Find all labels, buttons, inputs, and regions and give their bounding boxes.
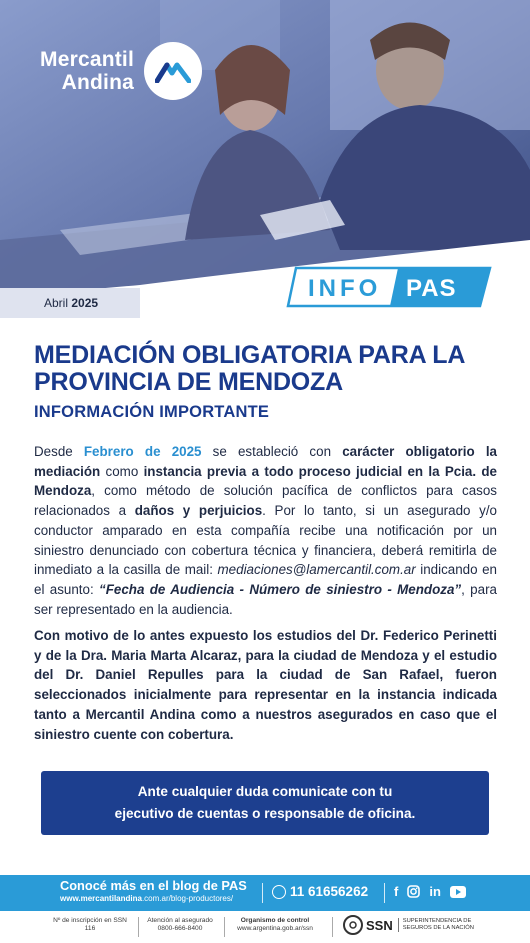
page-subtitle: INFORMACIÓN IMPORTANTE [34, 403, 270, 421]
attention-phone: 0800-666-8400 [157, 925, 203, 932]
cta-line1: Ante cualquier duda comunicate con tu [137, 784, 393, 799]
ssn-reg-label: Nº de inscripción en SSN [53, 917, 127, 924]
customer-attention [140, 917, 220, 933]
control-label: Organismo de control [240, 917, 310, 924]
p1-text: como [100, 463, 144, 479]
p1-subject-format: “Fecha de Audiencia - Número de siniestro - Mendoza” [99, 581, 462, 597]
brand-name [40, 48, 134, 94]
lawyers-paragraph: Con motivo de lo antes expuesto los estudios del Dr. Federico Perinetti y de la Dra. Maria Marta Alcaraz, para la ciudad de Mendoza y el estudio del Dr. Daniel Repulles para la ciudad de San Rafael, fueron seleccionados inicialmente para representar en la instancia indicada tanto a Mercantil Andina como a nuestros asegurados en caso que el siniestro cuente con cobertura. [34, 628, 497, 742]
whatsapp-contact[interactable] [272, 884, 368, 899]
badge-info-text: INFO [308, 275, 382, 302]
legal-strip [0, 911, 530, 943]
blog-url[interactable] [60, 894, 233, 903]
p1-text: , para ser representado en la audiencia. [34, 581, 497, 617]
date-month: Abril [44, 296, 69, 310]
page-title: MEDIACIÓN OBLIGATORIA PARA LA PROVINCIA DE MENDOZA [34, 341, 465, 396]
facebook-icon[interactable]: f [394, 884, 399, 899]
divider [224, 917, 225, 937]
divider [262, 883, 263, 903]
intro-paragraph [34, 442, 497, 619]
p1-text: , como método de solución pacífica de conflictos para casos relacionados a [34, 483, 497, 519]
ssn-reg-value: 116 [84, 925, 96, 932]
issue-date [44, 296, 98, 310]
social-links [394, 884, 466, 899]
brand-logo [40, 42, 202, 100]
ssn-registration [44, 917, 136, 933]
date-year: 2025 [71, 296, 99, 310]
p1-bold: daños y perjuicios [134, 503, 263, 519]
youtube-icon[interactable] [450, 886, 466, 898]
p1-date-highlight: Febrero de 2025 [83, 444, 202, 459]
p1-text: Desde [34, 444, 84, 459]
badge-pas-text: PAS [406, 275, 457, 302]
ssn-desc-line1: SUPERINTENDENCIA DE [402, 918, 472, 924]
p1-text: se estableció con [201, 444, 343, 459]
instagram-icon[interactable] [407, 885, 420, 898]
ssn-acronym: SSN [366, 917, 393, 933]
divider [384, 883, 385, 903]
phone-number: 11 61656262 [290, 884, 369, 899]
brand-line1: Mercantil [40, 48, 134, 71]
p1-bold: instancia previa a todo proceso judicial en la Pcia. de Mendoza [34, 463, 498, 499]
control-agency [226, 917, 324, 933]
ssn-desc-line2: SEGUROS DE LA NACIÓN [402, 925, 474, 931]
control-url[interactable]: www.argentina.gob.ar/ssn [237, 925, 313, 932]
attention-label: Atención al asegurado [147, 917, 213, 924]
p1-text: indicando en el asunto: [34, 562, 497, 597]
p1-text: . Por lo tanto, si un asegurado y/o conductor amparado en esta compañía recibe una notificación por un siniestro denunciado con cobertura técnica y financiera, deberá remitirla de inmediato a la casilla de mail: [34, 503, 497, 578]
p1-bold: carácter obligatorio la mediación [34, 444, 497, 479]
linkedin-icon[interactable]: in [429, 884, 441, 899]
ssn-seal-icon [343, 915, 363, 935]
divider [138, 917, 139, 937]
blog-url-domain: www.mercantilandina [60, 894, 142, 903]
info-pas-badge [286, 266, 492, 308]
divider [332, 917, 333, 937]
ssn-logo [343, 915, 474, 935]
contact-callout [41, 771, 489, 835]
ssn-full-name [398, 918, 474, 932]
mercantil-logo-icon [144, 42, 202, 100]
mediation-email-link[interactable]: mediaciones@lamercantil.com.ar [217, 562, 416, 578]
brand-line2: Andina [61, 71, 134, 94]
hero-image [0, 0, 530, 318]
blog-url-path: .com.ar/blog-productores/ [141, 894, 234, 903]
whatsapp-icon [272, 885, 286, 899]
blog-heading[interactable]: Conocé más en el blog de PAS [60, 878, 247, 893]
cta-line2: ejecutivo de cuentas o responsable de oficina. [114, 806, 416, 821]
footer-bar [0, 875, 530, 911]
